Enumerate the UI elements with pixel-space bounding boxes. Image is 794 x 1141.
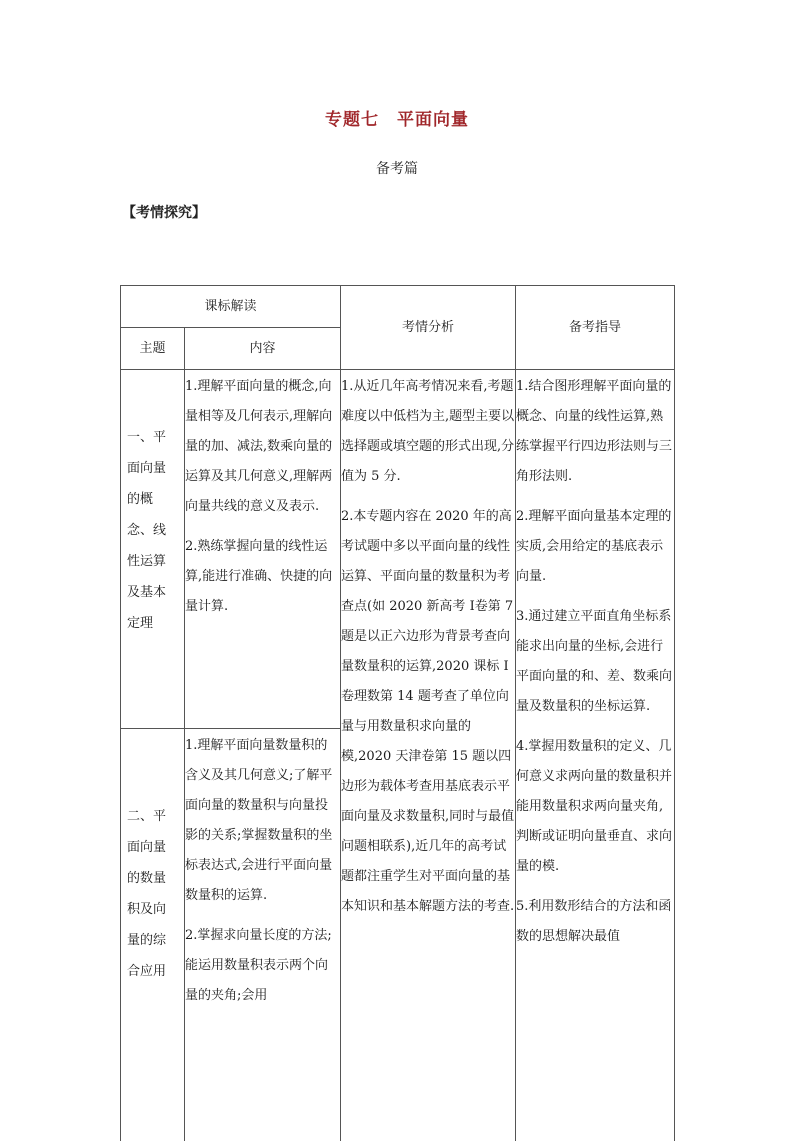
title-topic-name: 平面向量 — [397, 110, 469, 130]
guidance-cell — [516, 370, 675, 1141]
header-zhuti: 主题 — [121, 328, 185, 370]
header-kaoqing: 考情分析 — [341, 286, 516, 370]
analysis-item: 1.从近几年高考情况来看,考题难度以中低档为主,题型主要以选择题或填空题的形式出现,分值为 5 分. — [341, 372, 515, 492]
row2-content — [185, 729, 341, 1141]
analysis-cell — [341, 370, 516, 1141]
analysis-item: 2.本专题内容在 2020 年的高考试题中多以平面向量的线性运算、平面向量的数量积为考查点(如 2020 新高考 Ⅰ卷第 7 题是以正六边形为背景考查向量数量积的运算,2020 课标 Ⅰ卷理数第 14 题考查了单位向量与用数量积求向量的模,2020 天津卷第 15 题以四边形为载体考查用基底表示平面向量及求数量积,同时与最值问题相联系),近几年的高考试题都注重学生对平面向量的基本知识和基本解题方法的考查. — [341, 502, 515, 922]
guidance-item: 1.结合图形理解平面向量的概念、向量的线性运算,熟练掌握平行四边形法则与三角形法则. — [516, 372, 674, 492]
page-title — [0, 105, 794, 130]
section-heading: 【考情探究】 — [122, 202, 206, 222]
header-beikao: 备考指导 — [516, 286, 675, 370]
title-topic-number: 专题七 — [325, 110, 379, 130]
header-neirong: 内容 — [185, 328, 341, 370]
row1-theme: 一、平面向量的概念、线性运算及基本定理 — [121, 370, 185, 729]
guidance-item: 2.理解平面向量基本定理的实质,会用给定的基底表示向量. — [516, 502, 674, 592]
row2-content-item: 2.掌握求向量长度的方法;能运用数量积表示两个向量的夹角;会用 — [185, 921, 340, 1011]
guidance-item: 4.掌握用数量积的定义、几何意义求两向量的数量积并能用数量积求两向量夹角,判断或证明向量垂直、求向量的模. — [516, 732, 674, 882]
row2-theme: 二、平面向量的数量积及向量的综合应用 — [121, 729, 185, 1141]
guidance-item: 3.通过建立平面直角坐标系能求出向量的坐标,会进行平面向量的和、差、数乘向量及数量积的坐标运算. — [516, 602, 674, 722]
header-kebiao: 课标解读 — [121, 286, 341, 328]
row2-content-item: 1.理解平面向量数量积的含义及其几何意义;了解平面向量的数量积与向量投影的关系;掌握数量积的坐标表达式,会进行平面向量数量积的运算. — [185, 731, 340, 911]
row1-content-item: 2.熟练掌握向量的线性运算,能进行准确、快捷的向量计算. — [185, 532, 340, 622]
exam-analysis-table — [120, 285, 675, 1141]
guidance-item: 5.利用数形结合的方法和函数的思想解决最值 — [516, 892, 674, 952]
row1-content-item: 1.理解平面向量的概念,向量相等及几何表示,理解向量的加、减法,数乘向量的运算及其几何意义,理解两向量共线的意义及表示. — [185, 372, 340, 522]
page-subtitle: 备考篇 — [0, 158, 794, 178]
row1-content — [185, 370, 341, 729]
